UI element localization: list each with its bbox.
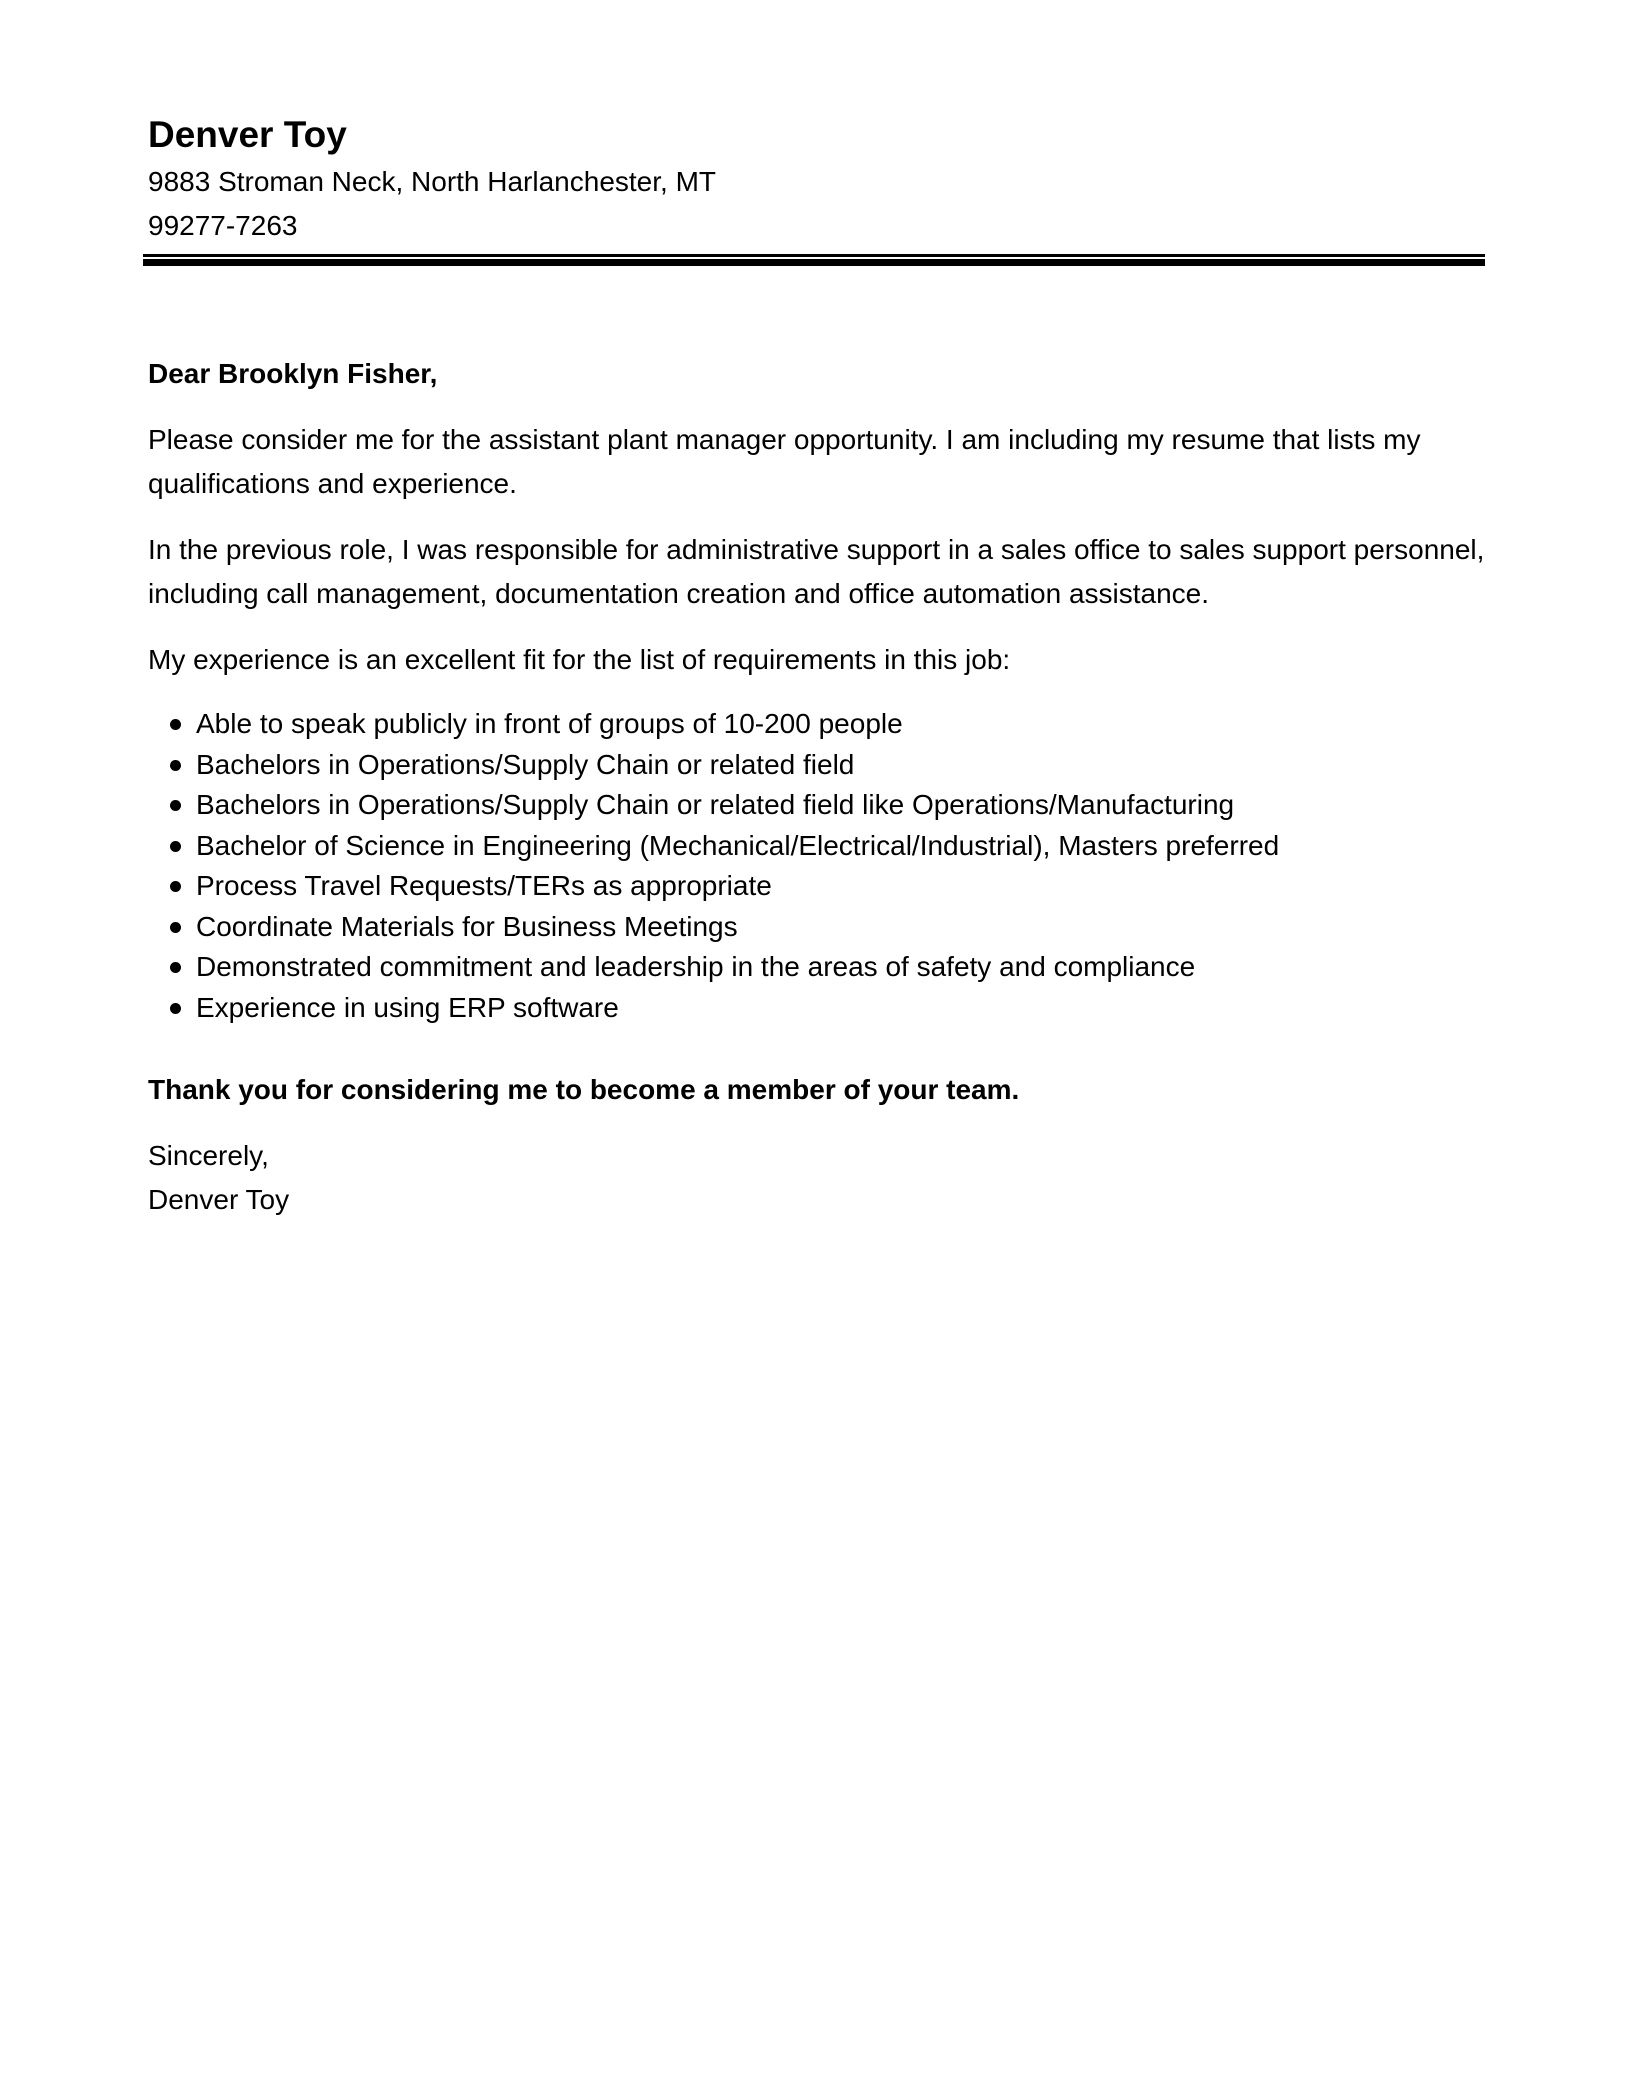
closing-statement: Thank you for considering me to become a member of your team. (148, 1074, 1020, 1105)
list-item-text: Bachelors in Operations/Supply Chain or related field (196, 748, 855, 780)
list-item-text: Bachelor of Science in Engineering (Mechanical/Electrical/Industrial), Masters preferred (196, 829, 1280, 861)
requirements-list (148, 704, 1488, 1028)
bullet-icon (170, 719, 181, 730)
letter-body (148, 352, 1488, 1222)
bullet-icon (170, 881, 181, 892)
sender-address-line1: 9883 Stroman Neck, North Harlanchester, MT (148, 166, 717, 197)
header-divider-thin (143, 254, 1485, 257)
list-item-text: Able to speak publicly in front of groups of 10-200 people (196, 708, 903, 739)
bullet-icon (170, 1003, 181, 1014)
list-item (148, 745, 1488, 786)
signature-name: Denver Toy (148, 1184, 290, 1215)
paragraph-intro: Please consider me for the assistant plant manager opportunity. I am including my resume that lists my qualifications and experience. (148, 424, 1421, 499)
bullet-icon (170, 922, 181, 933)
list-item (148, 988, 1488, 1029)
bullet-icon (170, 841, 181, 852)
list-item (148, 785, 1488, 826)
paragraph-experience: In the previous role, I was responsible for administrative support in a sales office to sales support personnel, including call management, documentation creation and office automation assistance. (148, 534, 1485, 609)
list-item (148, 866, 1488, 907)
sender-address-line2: 99277-7263 (148, 210, 298, 241)
list-item-text: Coordinate Materials for Business Meetings (196, 910, 738, 942)
bullet-icon (170, 800, 181, 811)
header-divider (143, 254, 1485, 266)
list-item (148, 907, 1488, 948)
bullet-icon (170, 760, 181, 771)
salutation: Dear Brooklyn Fisher, (148, 358, 438, 389)
bullet-icon (170, 962, 181, 973)
sender-name: Denver Toy (148, 114, 347, 155)
paragraph-requirements-intro: My experience is an excellent fit for the list of requirements in this job: (148, 644, 1011, 675)
signoff: Sincerely, (148, 1140, 269, 1171)
list-item (148, 826, 1488, 867)
list-item-text: Process Travel Requests/TERs as appropriate (196, 870, 772, 901)
header-divider-thick (143, 259, 1485, 266)
list-item (148, 947, 1488, 988)
list-item-text: Demonstrated commitment and leadership in the areas of safety and compliance (196, 951, 1196, 982)
letter-header (148, 110, 1488, 248)
list-item-text: Bachelors in Operations/Supply Chain or related field like Operations/Manufacturing (196, 789, 1235, 820)
list-item-text: Experience in using ERP software (196, 991, 619, 1023)
list-item (148, 704, 1488, 745)
